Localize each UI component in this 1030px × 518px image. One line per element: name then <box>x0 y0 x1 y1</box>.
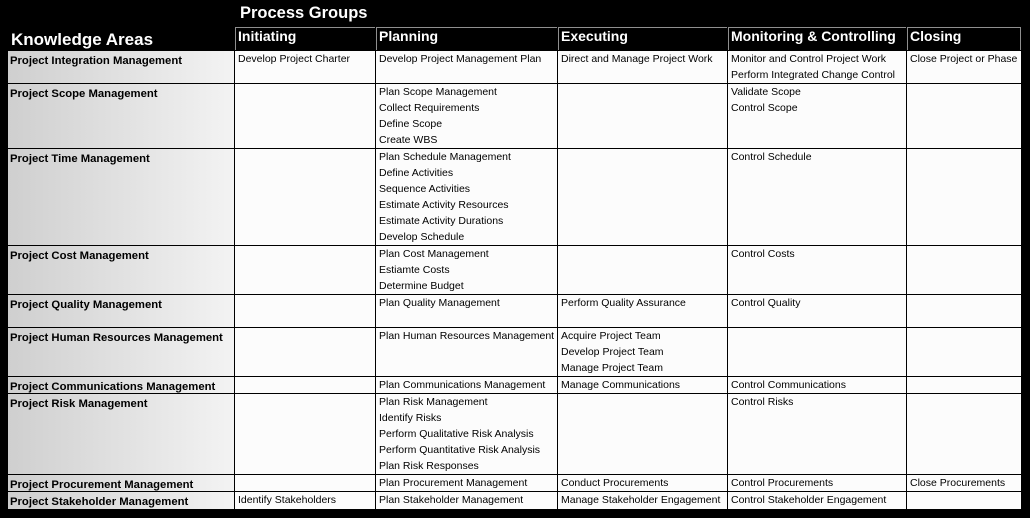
knowledge-area-integration: Project Integration Management <box>8 51 234 83</box>
process-item: Plan Cost Management <box>379 248 489 260</box>
process-item: Create WBS <box>379 134 438 146</box>
process-item: Plan Quality Management <box>379 297 500 309</box>
process-item: Conduct Procurements <box>561 477 669 489</box>
process-item: Define Activities <box>379 167 454 179</box>
knowledge-area-scope: Project Scope Management <box>8 84 234 148</box>
process-item: Control Stakeholder Engagement <box>731 494 887 506</box>
knowledge-area-human-resources: Project Human Resources Management <box>8 328 234 376</box>
process-item: Plan Procurement Management <box>379 477 528 489</box>
cell-cost-monitoring <box>728 246 906 294</box>
process-item: Identify Risks <box>379 412 442 424</box>
process-item: Perform Integrated Change Control <box>731 69 896 81</box>
cell-time-planning <box>376 149 557 245</box>
cell-integration-closing <box>907 51 1021 83</box>
cell-time-monitoring <box>728 149 906 245</box>
process-item: Develop Schedule <box>379 231 465 243</box>
cell-stakeholder-monitoring <box>728 492 906 509</box>
cell-quality-monitoring <box>728 295 906 327</box>
process-item: Plan Communications Management <box>379 379 546 391</box>
knowledge-area-procurement: Project Procurement Management <box>8 475 234 491</box>
cell-communications-planning <box>376 377 557 393</box>
process-item: Control Scope <box>731 102 798 114</box>
cell-risk-closing <box>907 394 1021 474</box>
process-item: Control Risks <box>731 396 794 408</box>
process-item: Estimate Activity Resources <box>379 199 509 211</box>
cell-scope-closing <box>907 84 1021 148</box>
process-item: Collect Requirements <box>379 102 480 114</box>
cell-quality-planning <box>376 295 557 327</box>
process-item: Plan Risk Responses <box>379 460 479 472</box>
cell-time-initiating <box>235 149 375 245</box>
cell-stakeholder-initiating <box>235 492 375 509</box>
cell-stakeholder-executing <box>558 492 727 509</box>
process-item: Manage Communications <box>561 379 681 391</box>
cell-scope-planning <box>376 84 557 148</box>
process-item: Control Schedule <box>731 151 812 163</box>
cell-quality-initiating <box>235 295 375 327</box>
process-item: Determine Budget <box>379 280 464 292</box>
cell-communications-closing <box>907 377 1021 393</box>
process-item: Plan Scope Management <box>379 86 497 98</box>
cell-integration-monitoring <box>728 51 906 83</box>
cell-procurement-monitoring <box>728 475 906 491</box>
cell-communications-initiating <box>235 377 375 393</box>
cell-stakeholder-closing <box>907 492 1021 509</box>
cell-quality-closing <box>907 295 1021 327</box>
knowledge-area-cost: Project Cost Management <box>8 246 234 294</box>
cell-cost-closing <box>907 246 1021 294</box>
process-item: Perform Quality Assurance <box>561 297 686 309</box>
knowledge-areas-heading: Knowledge Areas <box>8 27 234 50</box>
cell-human-resources-planning <box>376 328 557 376</box>
process-item: Direct and Manage Project Work <box>561 53 713 65</box>
cell-risk-initiating <box>235 394 375 474</box>
process-item: Monitor and Control Project Work <box>731 53 887 65</box>
cell-procurement-planning <box>376 475 557 491</box>
process-item: Define Scope <box>379 118 443 130</box>
knowledge-area-stakeholder: Project Stakeholder Management <box>8 492 234 509</box>
column-header-initiating: Initiating <box>235 27 375 50</box>
cell-procurement-executing <box>558 475 727 491</box>
column-header-closing: Closing <box>907 27 1021 50</box>
knowledge-area-communications: Project Communications Management <box>8 377 234 393</box>
process-item: Acquire Project Team <box>561 330 661 342</box>
cell-communications-executing <box>558 377 727 393</box>
process-item: Close Project or Phase <box>910 53 1018 65</box>
process-item: Control Costs <box>731 248 795 260</box>
knowledge-process-table <box>8 27 1021 509</box>
column-header-monitoring-controlling: Monitoring & Controlling <box>728 27 906 50</box>
process-item: Close Procurements <box>910 477 1006 489</box>
knowledge-area-quality: Project Quality Management <box>8 295 234 327</box>
process-item: Develop Project Charter <box>238 53 351 65</box>
cell-procurement-initiating <box>235 475 375 491</box>
process-item: Develop Project Team <box>561 346 664 358</box>
process-item: Manage Project Team <box>561 362 663 374</box>
process-item: Perform Quantitative Risk Analysis <box>379 444 541 456</box>
process-item: Plan Stakeholder Management <box>379 494 524 506</box>
cell-risk-executing <box>558 394 727 474</box>
cell-human-resources-initiating <box>235 328 375 376</box>
cell-scope-monitoring <box>728 84 906 148</box>
process-item: Control Quality <box>731 297 801 309</box>
cell-human-resources-executing <box>558 328 727 376</box>
process-item: Control Procurements <box>731 477 834 489</box>
cell-procurement-closing <box>907 475 1021 491</box>
process-item: Manage Stakeholder Engagement <box>561 494 721 506</box>
process-item: Estiamte Costs <box>379 264 450 276</box>
cell-stakeholder-planning <box>376 492 557 509</box>
cell-integration-planning <box>376 51 557 83</box>
process-item: Sequence Activities <box>379 183 471 195</box>
column-header-executing: Executing <box>558 27 727 50</box>
cell-scope-executing <box>558 84 727 148</box>
process-item: Plan Risk Management <box>379 396 488 408</box>
cell-time-executing <box>558 149 727 245</box>
column-header-planning: Planning <box>376 27 557 50</box>
cell-scope-initiating <box>235 84 375 148</box>
cell-time-closing <box>907 149 1021 245</box>
process-item: Identify Stakeholders <box>238 494 337 506</box>
process-item: Develop Project Management Plan <box>379 53 542 65</box>
cell-communications-monitoring <box>728 377 906 393</box>
process-item: Estimate Activity Durations <box>379 215 504 227</box>
process-item: Plan Human Resources Management <box>379 330 555 342</box>
cell-risk-planning <box>376 394 557 474</box>
cell-cost-planning <box>376 246 557 294</box>
cell-cost-initiating <box>235 246 375 294</box>
cell-integration-executing <box>558 51 727 83</box>
process-item: Validate Scope <box>731 86 801 98</box>
process-item: Perform Qualitative Risk Analysis <box>379 428 534 440</box>
cell-integration-initiating <box>235 51 375 83</box>
process-item: Plan Schedule Management <box>379 151 511 163</box>
process-groups-title: Process Groups <box>240 4 368 22</box>
cell-risk-monitoring <box>728 394 906 474</box>
knowledge-area-risk: Project Risk Management <box>8 394 234 474</box>
cell-human-resources-monitoring <box>728 328 906 376</box>
process-item: Control Communications <box>731 379 846 391</box>
cell-human-resources-closing <box>907 328 1021 376</box>
cell-quality-executing <box>558 295 727 327</box>
cell-cost-executing <box>558 246 727 294</box>
knowledge-area-time: Project Time Management <box>8 149 234 245</box>
